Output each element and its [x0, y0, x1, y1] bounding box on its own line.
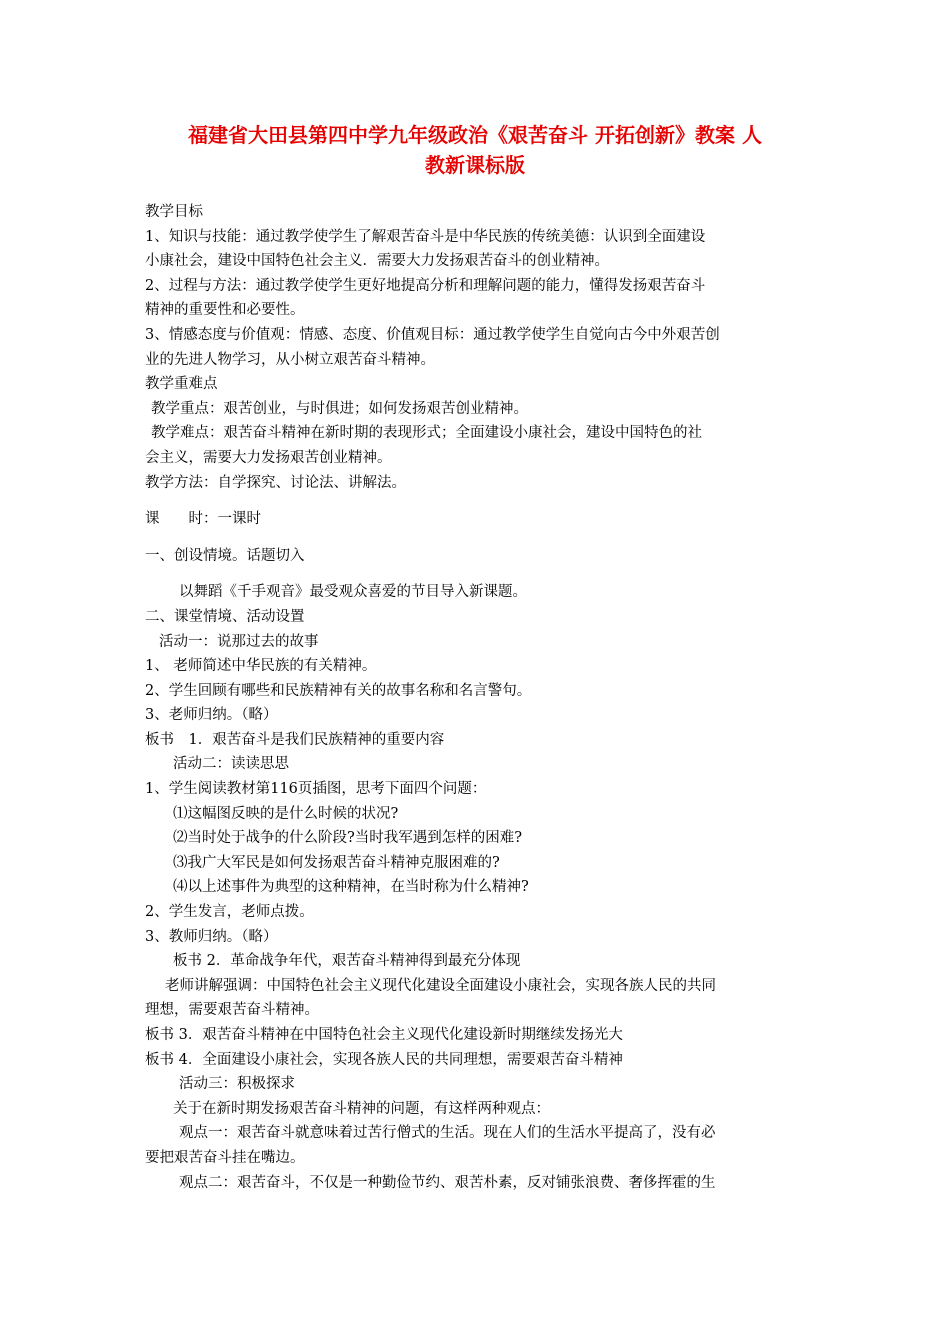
text-line: 理想，需要艰苦奋斗精神。	[145, 1002, 319, 1019]
activity-heading: 活动三：积极探求	[179, 1076, 295, 1093]
text-line: 2、学生回顾有哪些和民族精神有关的故事名称和名言警句。	[145, 682, 532, 699]
text-line: 教学重点：艰苦创业，与时俱进；如何发扬艰苦创业精神。	[151, 400, 528, 417]
board-note: 板书 1．艰苦奋斗是我们民族精神的重要内容	[145, 731, 445, 748]
activity-heading: 活动一：说那过去的故事	[159, 633, 319, 650]
text-line: 教学难点：艰苦奋斗精神在新时期的表现形式；全面建设小康社会，建设中国特色的社	[151, 425, 702, 442]
board-note: 板书 4．全面建设小康社会，实现各族人民的共同理想，需要艰苦奋斗精神	[145, 1051, 623, 1068]
board-note: 板书 3．艰苦奋斗精神在中国特色社会主义现代化建设新时期继续发扬光大	[145, 1027, 623, 1043]
text-line: 以舞蹈《千手观音》最受观众喜爱的节目导入新课题。	[179, 584, 527, 601]
board-note: 板书 2．革命战争年代，艰苦奋斗精神得到最充分体现	[173, 953, 521, 970]
text-line: 业的先进人物学习，从小树立艰苦奋斗精神。	[145, 351, 435, 368]
text-line: 1、知识与技能：通过教学使学生了解艰苦奋斗是中华民族的传统美德：认识到全面建设	[145, 228, 706, 245]
text-line: 1、 老师简述中华民族的有关精神。	[145, 658, 377, 675]
title-line-1: 福建省大田县第四中学九年级政治《艰苦奋斗 开拓创新》教案 人	[188, 123, 762, 147]
text-line: 1、学生阅读教材第116页插图，思考下面四个问题：	[145, 781, 487, 798]
text-line: 关于在新时期发扬艰苦奋斗精神的问题，有这样两种观点：	[173, 1100, 550, 1117]
document-title	[120, 120, 830, 180]
activity-heading: 活动二：读读思思	[173, 756, 289, 773]
text-line: 观点二：艰苦奋斗，不仅是一种勤俭节约、艰苦朴素，反对铺张浪费、奢侈挥霍的生	[179, 1174, 716, 1191]
text-line: 2、学生发言，老师点拨。	[145, 904, 314, 921]
text-line: 3、教师归纳。（略）	[145, 928, 278, 945]
section-heading: 一、创设情境。话题切入	[145, 547, 305, 564]
text-line: 会主义，需要大力发扬艰苦创业精神。	[145, 449, 392, 466]
text-line: 2、过程与方法：通过教学使学生更好地提高分析和理解问题的能力，懂得发扬艰苦奋斗	[145, 277, 706, 294]
text-line: 要把艰苦奋斗挂在嘴边。	[145, 1149, 305, 1166]
text-line: 小康社会，建设中国特色社会主义．需要大力发扬艰苦奋斗的创业精神。	[145, 253, 609, 270]
section-heading-objectives: 教学目标	[145, 204, 203, 220]
section-heading-key-points: 教学重难点	[145, 376, 218, 393]
question-line: ⑶我广大军民是如何发扬艰苦奋斗精神克服困难的?	[173, 854, 500, 871]
document-body	[145, 200, 815, 1195]
text-line: 老师讲解强调：中国特色社会主义现代化建设全面建设小康社会，实现各族人民的共同	[165, 977, 716, 994]
text-line: 3、老师归纳。（略）	[145, 707, 278, 724]
text-line: 观点一：艰苦奋斗就意味着过苦行僧式的生活。现在人们的生活水平提高了，没有必	[179, 1125, 716, 1142]
title-line-2: 教新课标版	[425, 153, 525, 177]
text-line: 精神的重要性和必要性。	[145, 302, 305, 319]
section-heading: 二、课堂情境、活动设置	[145, 608, 305, 625]
question-line: ⑷以上述事件为典型的这种精神，在当时称为什么精神?	[173, 879, 529, 896]
text-line: 课 时：一课时	[145, 511, 261, 528]
question-line: ⑴这幅图反映的是什么时候的状况?	[173, 805, 399, 822]
question-line: ⑵当时处于战争的什么阶段?当时我军遇到怎样的困难?	[173, 830, 523, 847]
text-line: 3、情感态度与价值观：情感、态度、价值观目标：通过教学使学生自觉向古今中外艰苦创	[145, 326, 720, 343]
text-line: 教学方法：自学探究、讨论法、讲解法。	[145, 474, 406, 491]
